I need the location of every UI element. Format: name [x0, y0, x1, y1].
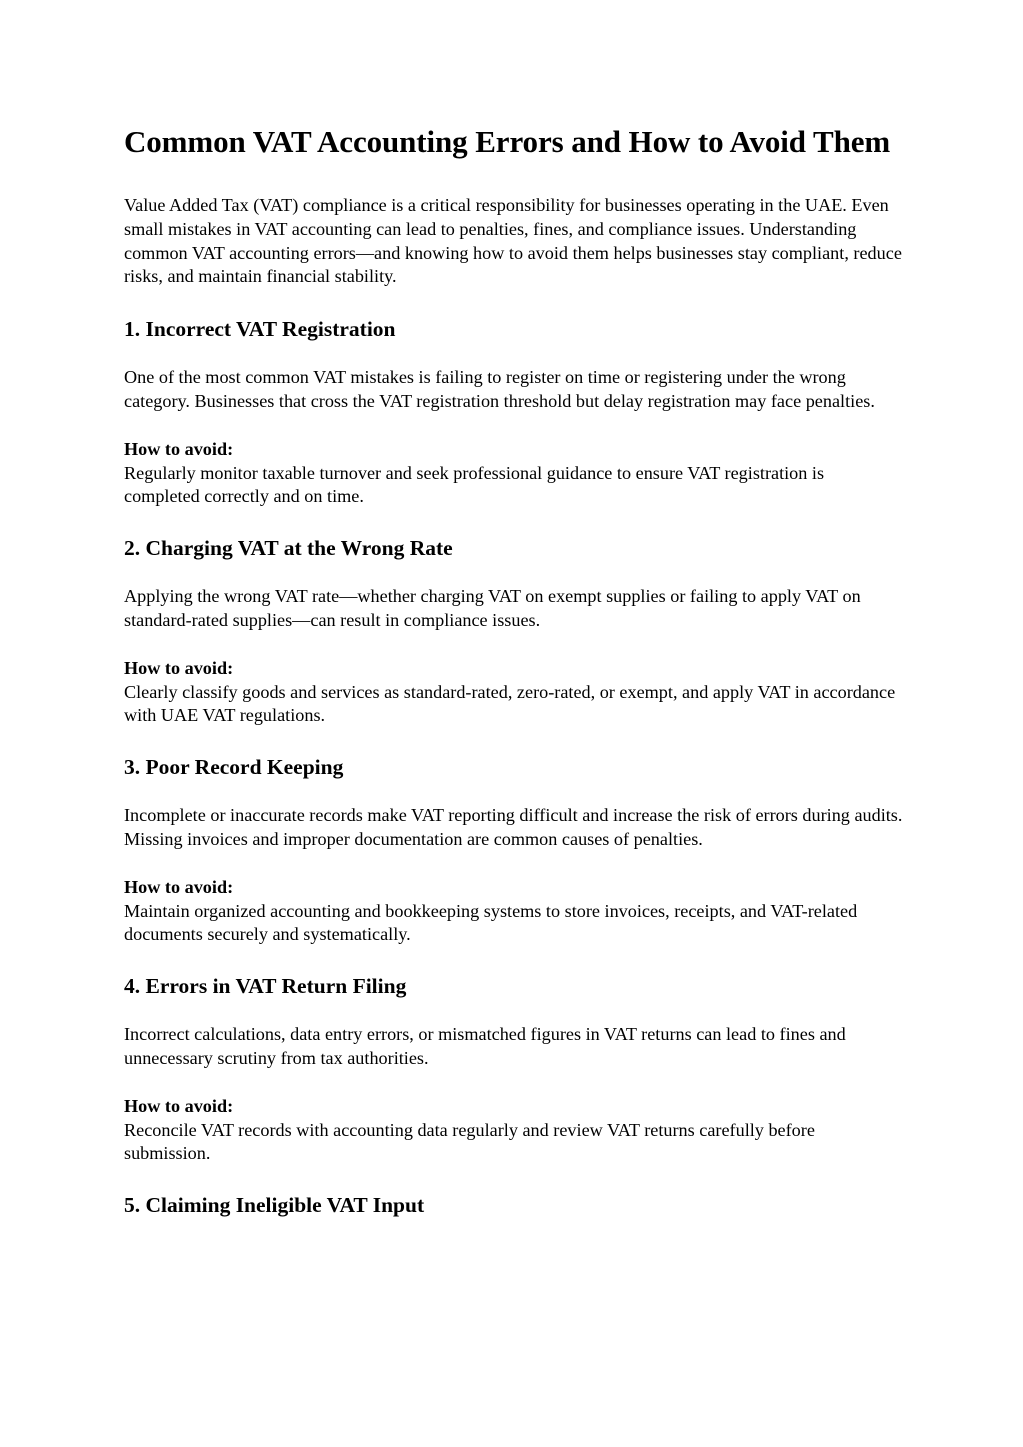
- section-description: Incomplete or inaccurate records make VAT reporting difficult and increase the risk of errors during audits. Missing invoices and improper documentation are common causes of penalties.: [124, 805, 903, 849]
- section-incorrect-vat-registration: [124, 316, 904, 509]
- how-to-avoid-block: [124, 1095, 904, 1166]
- section-heading: 4. Errors in VAT Return Filing: [124, 974, 407, 999]
- section-wrong-vat-rate: [124, 535, 904, 728]
- intro-paragraph: Value Added Tax (VAT) compliance is a critical responsibility for businesses operating in the UAE. Even small mistakes in VAT accounting can lead to penalties, fines, and compliance issues. Understanding common VAT accounting errors—and knowing how to avoid them helps businesses stay compliant, reduce risks, and maintain financial stability.: [124, 195, 902, 287]
- how-to-avoid-label: How to avoid:: [124, 1095, 234, 1116]
- how-to-avoid-label: How to avoid:: [124, 876, 234, 897]
- section-heading: 3. Poor Record Keeping: [124, 755, 344, 780]
- how-to-avoid-text: Regularly monitor taxable turnover and seek professional guidance to ensure VAT registration is completed correctly and on time.: [124, 462, 825, 507]
- section-description: One of the most common VAT mistakes is failing to register on time or registering under the wrong category. Businesses that cross the VAT registration threshold but delay registration may face penalties.: [124, 367, 875, 411]
- how-to-avoid-label: How to avoid:: [124, 657, 234, 678]
- section-vat-return-filing: [124, 973, 904, 1166]
- section-poor-record-keeping: [124, 754, 904, 947]
- section-description: Applying the wrong VAT rate—whether charging VAT on exempt supplies or failing to apply VAT on standard-rated supplies—can result in compliance issues.: [124, 586, 861, 630]
- how-to-avoid-text: Maintain organized accounting and bookkeeping systems to store invoices, receipts, and VAT-related documents securely and systematically.: [124, 900, 858, 945]
- section-description: Incorrect calculations, data entry errors, or mismatched figures in VAT returns can lead to fines and unnecessary scrutiny from tax authorities.: [124, 1024, 846, 1068]
- how-to-avoid-block: [124, 876, 904, 947]
- section-heading: 1. Incorrect VAT Registration: [124, 317, 396, 342]
- how-to-avoid-text: Clearly classify goods and services as standard-rated, zero-rated, or exempt, and apply VAT in accordance with UAE VAT regulations.: [124, 681, 896, 726]
- how-to-avoid-label: How to avoid:: [124, 438, 234, 459]
- document-page: [124, 124, 904, 1242]
- how-to-avoid-text: Reconcile VAT records with accounting data regularly and review VAT returns carefully before submission.: [124, 1119, 815, 1164]
- how-to-avoid-block: [124, 438, 904, 509]
- how-to-avoid-block: [124, 657, 904, 728]
- section-heading-ineligible-vat-input: 5. Claiming Ineligible VAT Input: [124, 1193, 425, 1218]
- page-title: Common VAT Accounting Errors and How to Avoid Them: [124, 124, 891, 159]
- section-heading: 2. Charging VAT at the Wrong Rate: [124, 536, 453, 561]
